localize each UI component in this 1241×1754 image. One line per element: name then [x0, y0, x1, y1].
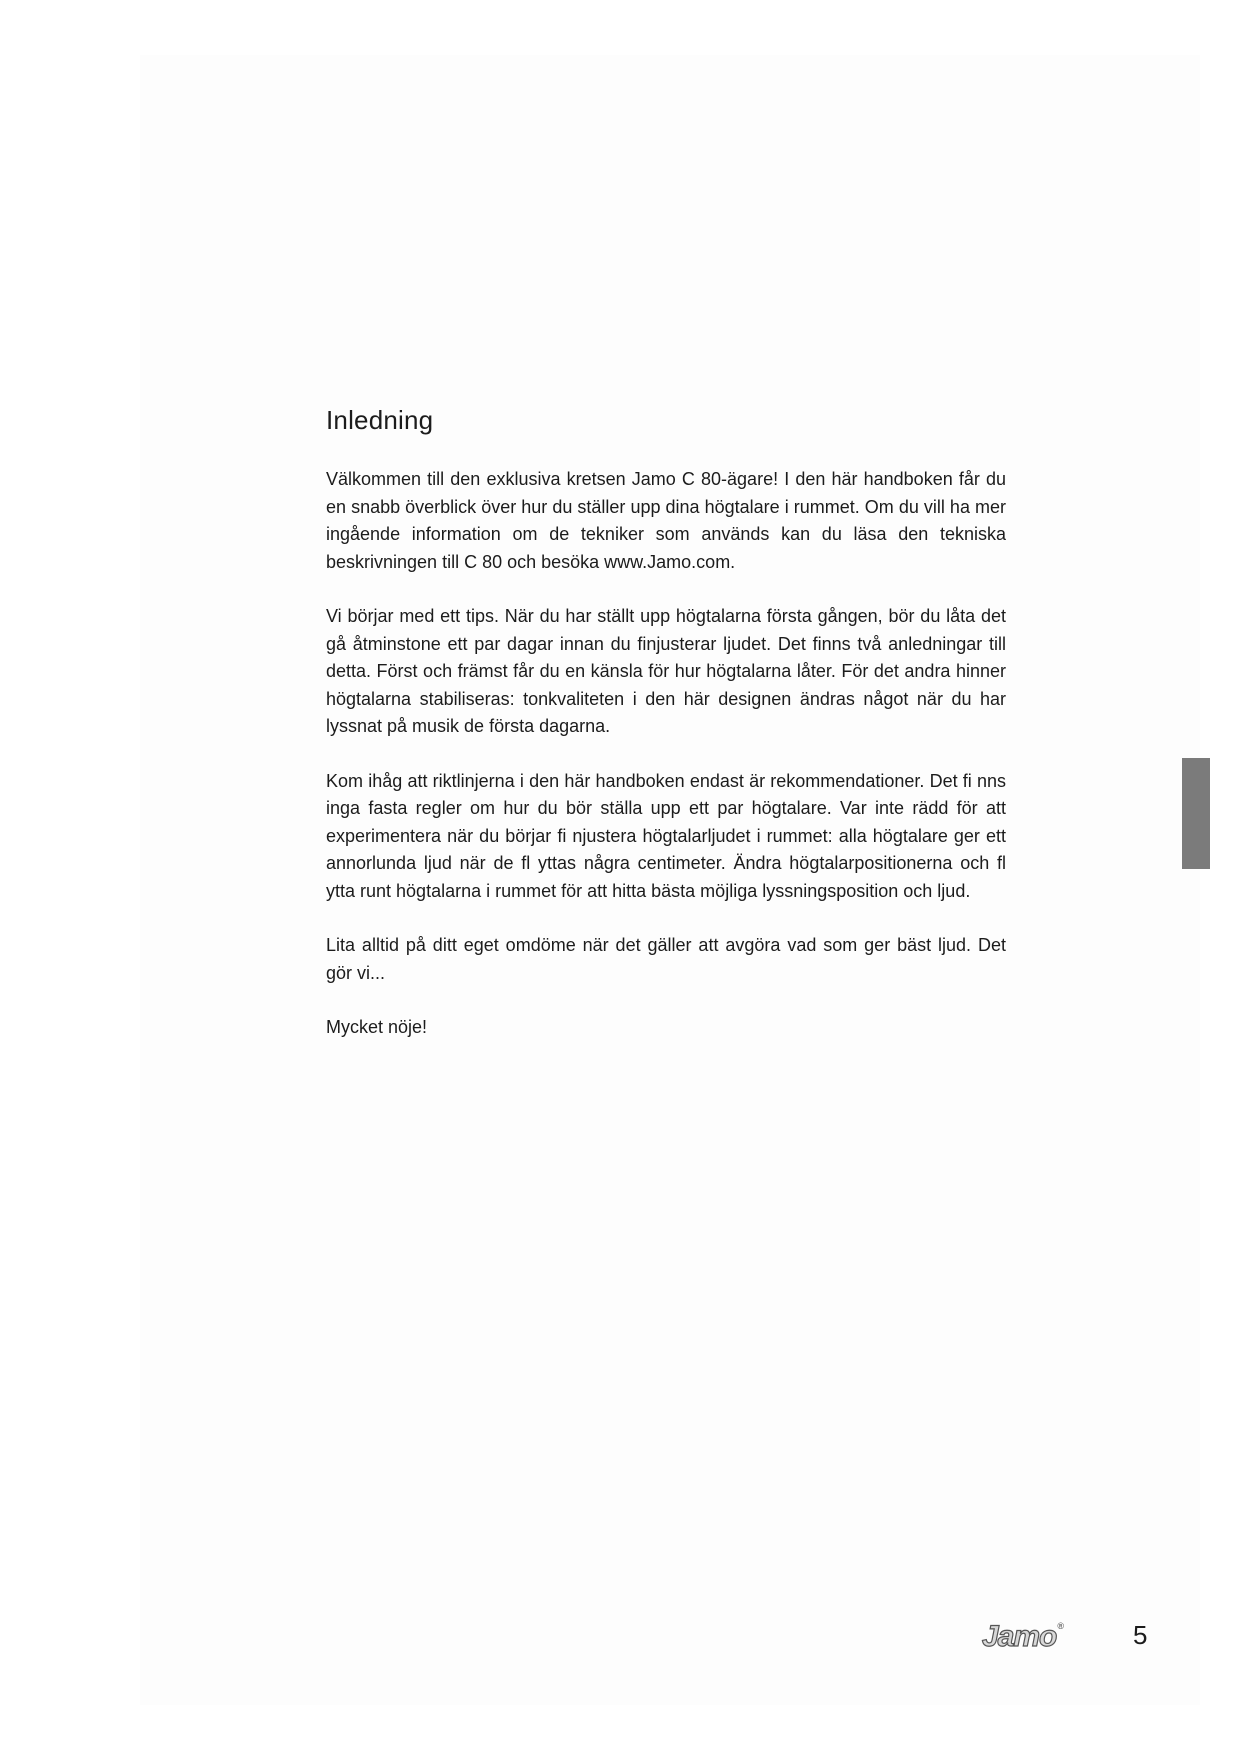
section-tab-marker — [1182, 758, 1210, 869]
main-content — [326, 405, 1006, 1069]
paragraph-tips: Vi börjar med ett tips. När du har ställt upp högtalarna första gången, bör du låta det gå åtminstone ett par dagar innan du finjusterar ljudet. Det finns två anledningar till detta. Först och främst får du en känsla för hur högtalarna låter. För det andra hinner högtalarna stabiliseras: tonkvaliteten i den här designen ändras något när du har lyssnat på musik de första dagarna. — [326, 606, 1006, 736]
paragraph-judgement: Lita alltid på ditt eget omdöme när det gäller att avgöra vad som ger bäst ljud. Det gör vi... — [326, 935, 1006, 983]
page-number: 5 — [1133, 1620, 1148, 1650]
logo-text: Jamo — [982, 1620, 1057, 1653]
registered-mark-icon: ® — [1057, 1621, 1064, 1631]
paragraph-guidelines: Kom ihåg att riktlinjerna i den här handboken endast är rekommendationer. Det fi nns inga fasta regler om hur du bör ställa upp ett par högtalare. Var inte rädd för att experimentera när du börjar fi njustera högtalarljudet i rummet: alla högtalare ger ett annorlunda ljud när de fl yttas några centimeter. Ändra högtalarpositionerna och fl ytta runt högtalarna i rummet för att hitta bästa möjliga lyssningsposition och ljud. — [326, 770, 1006, 901]
paragraph-intro: Välkommen till den exklusiva kretsen Jamo C 80-ägare! I den här handboken får du en snabb överblick över hur du ställer upp dina högtalare i rummet. Om du vill ha mer ingående information om de tekniker som används kan du läsa den tekniska beskrivningen till C 80 och besöka www.Jamo.com. — [326, 469, 1006, 572]
paragraph-closing: Mycket nöje! — [326, 1017, 428, 1037]
section-title: Inledning — [326, 405, 434, 435]
jamo-logo — [982, 1622, 1063, 1652]
